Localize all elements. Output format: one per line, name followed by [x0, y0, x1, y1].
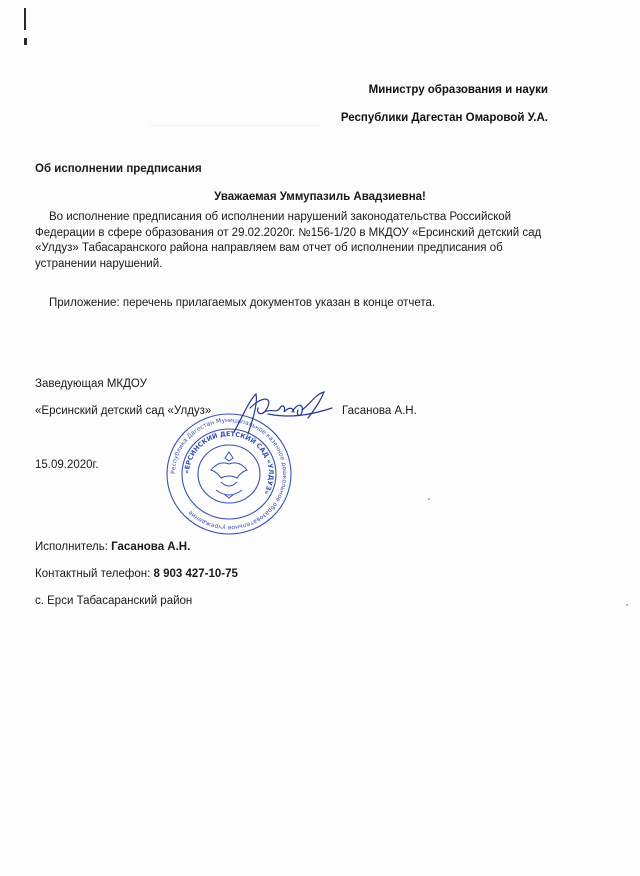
coat-of-arms-icon: [211, 452, 247, 498]
executor-line: [35, 541, 190, 553]
executor-name: Гасанова А.Н.: [111, 541, 191, 553]
seal-outer-text: Республика Дагестан Муниципальное казенное дошкольное образовательное учреждение: [169, 416, 289, 532]
document-subject: Об исполнении предписания: [35, 163, 202, 175]
document-date: 15.09.2020г.: [35, 459, 99, 471]
scan-artifact-line: [150, 125, 320, 126]
document-place: с. Ерси Табасаранский район: [35, 595, 193, 607]
scan-speck: [428, 498, 430, 500]
contact-phone-number: 8 903 427-10-75: [153, 568, 238, 580]
contact-phone-line: [35, 568, 238, 580]
handwritten-signature: [228, 388, 338, 440]
addressee-line-1: Министру образования и науки: [368, 84, 548, 96]
scan-artifact-mark: [24, 38, 27, 45]
scan-artifact-mark: [24, 8, 26, 30]
addressee-line-2: Республики Дагестан Омаровой У.А.: [340, 112, 548, 124]
scan-speck: [626, 604, 628, 606]
executor-label: Исполнитель:: [35, 541, 112, 553]
body-paragraph-2: Приложение: перечень прилагаемых документов указан в конце отчета.: [49, 297, 436, 309]
contact-phone-label: Контактный телефон:: [35, 568, 154, 580]
body-paragraph-1: Во исполнение предписания об исполнении нарушений законодательства Российской Федерации в сфере образования от 29.02.2020г. №156-1/20 в МКДОУ «Ерсинский детский сад «Улдуз» Табасаранского района направляем вам отчет об исполнении предписания об устранении нарушений.: [35, 211, 542, 270]
signatory-title-line-1: Заведующая МКДОУ: [35, 378, 147, 390]
signatory-name: Гасанова А.Н.: [342, 405, 417, 417]
signatory-title-line-2: «Ерсинский детский сад «Улдуз»: [35, 405, 212, 417]
salutation: Уважаемая Уммупазиль Авадзиевна!: [214, 191, 426, 203]
seal-inner-text: «ЕРСИНСКИЙ ДЕТСКИЙ САД «УЛДУЗ»: [182, 429, 276, 497]
